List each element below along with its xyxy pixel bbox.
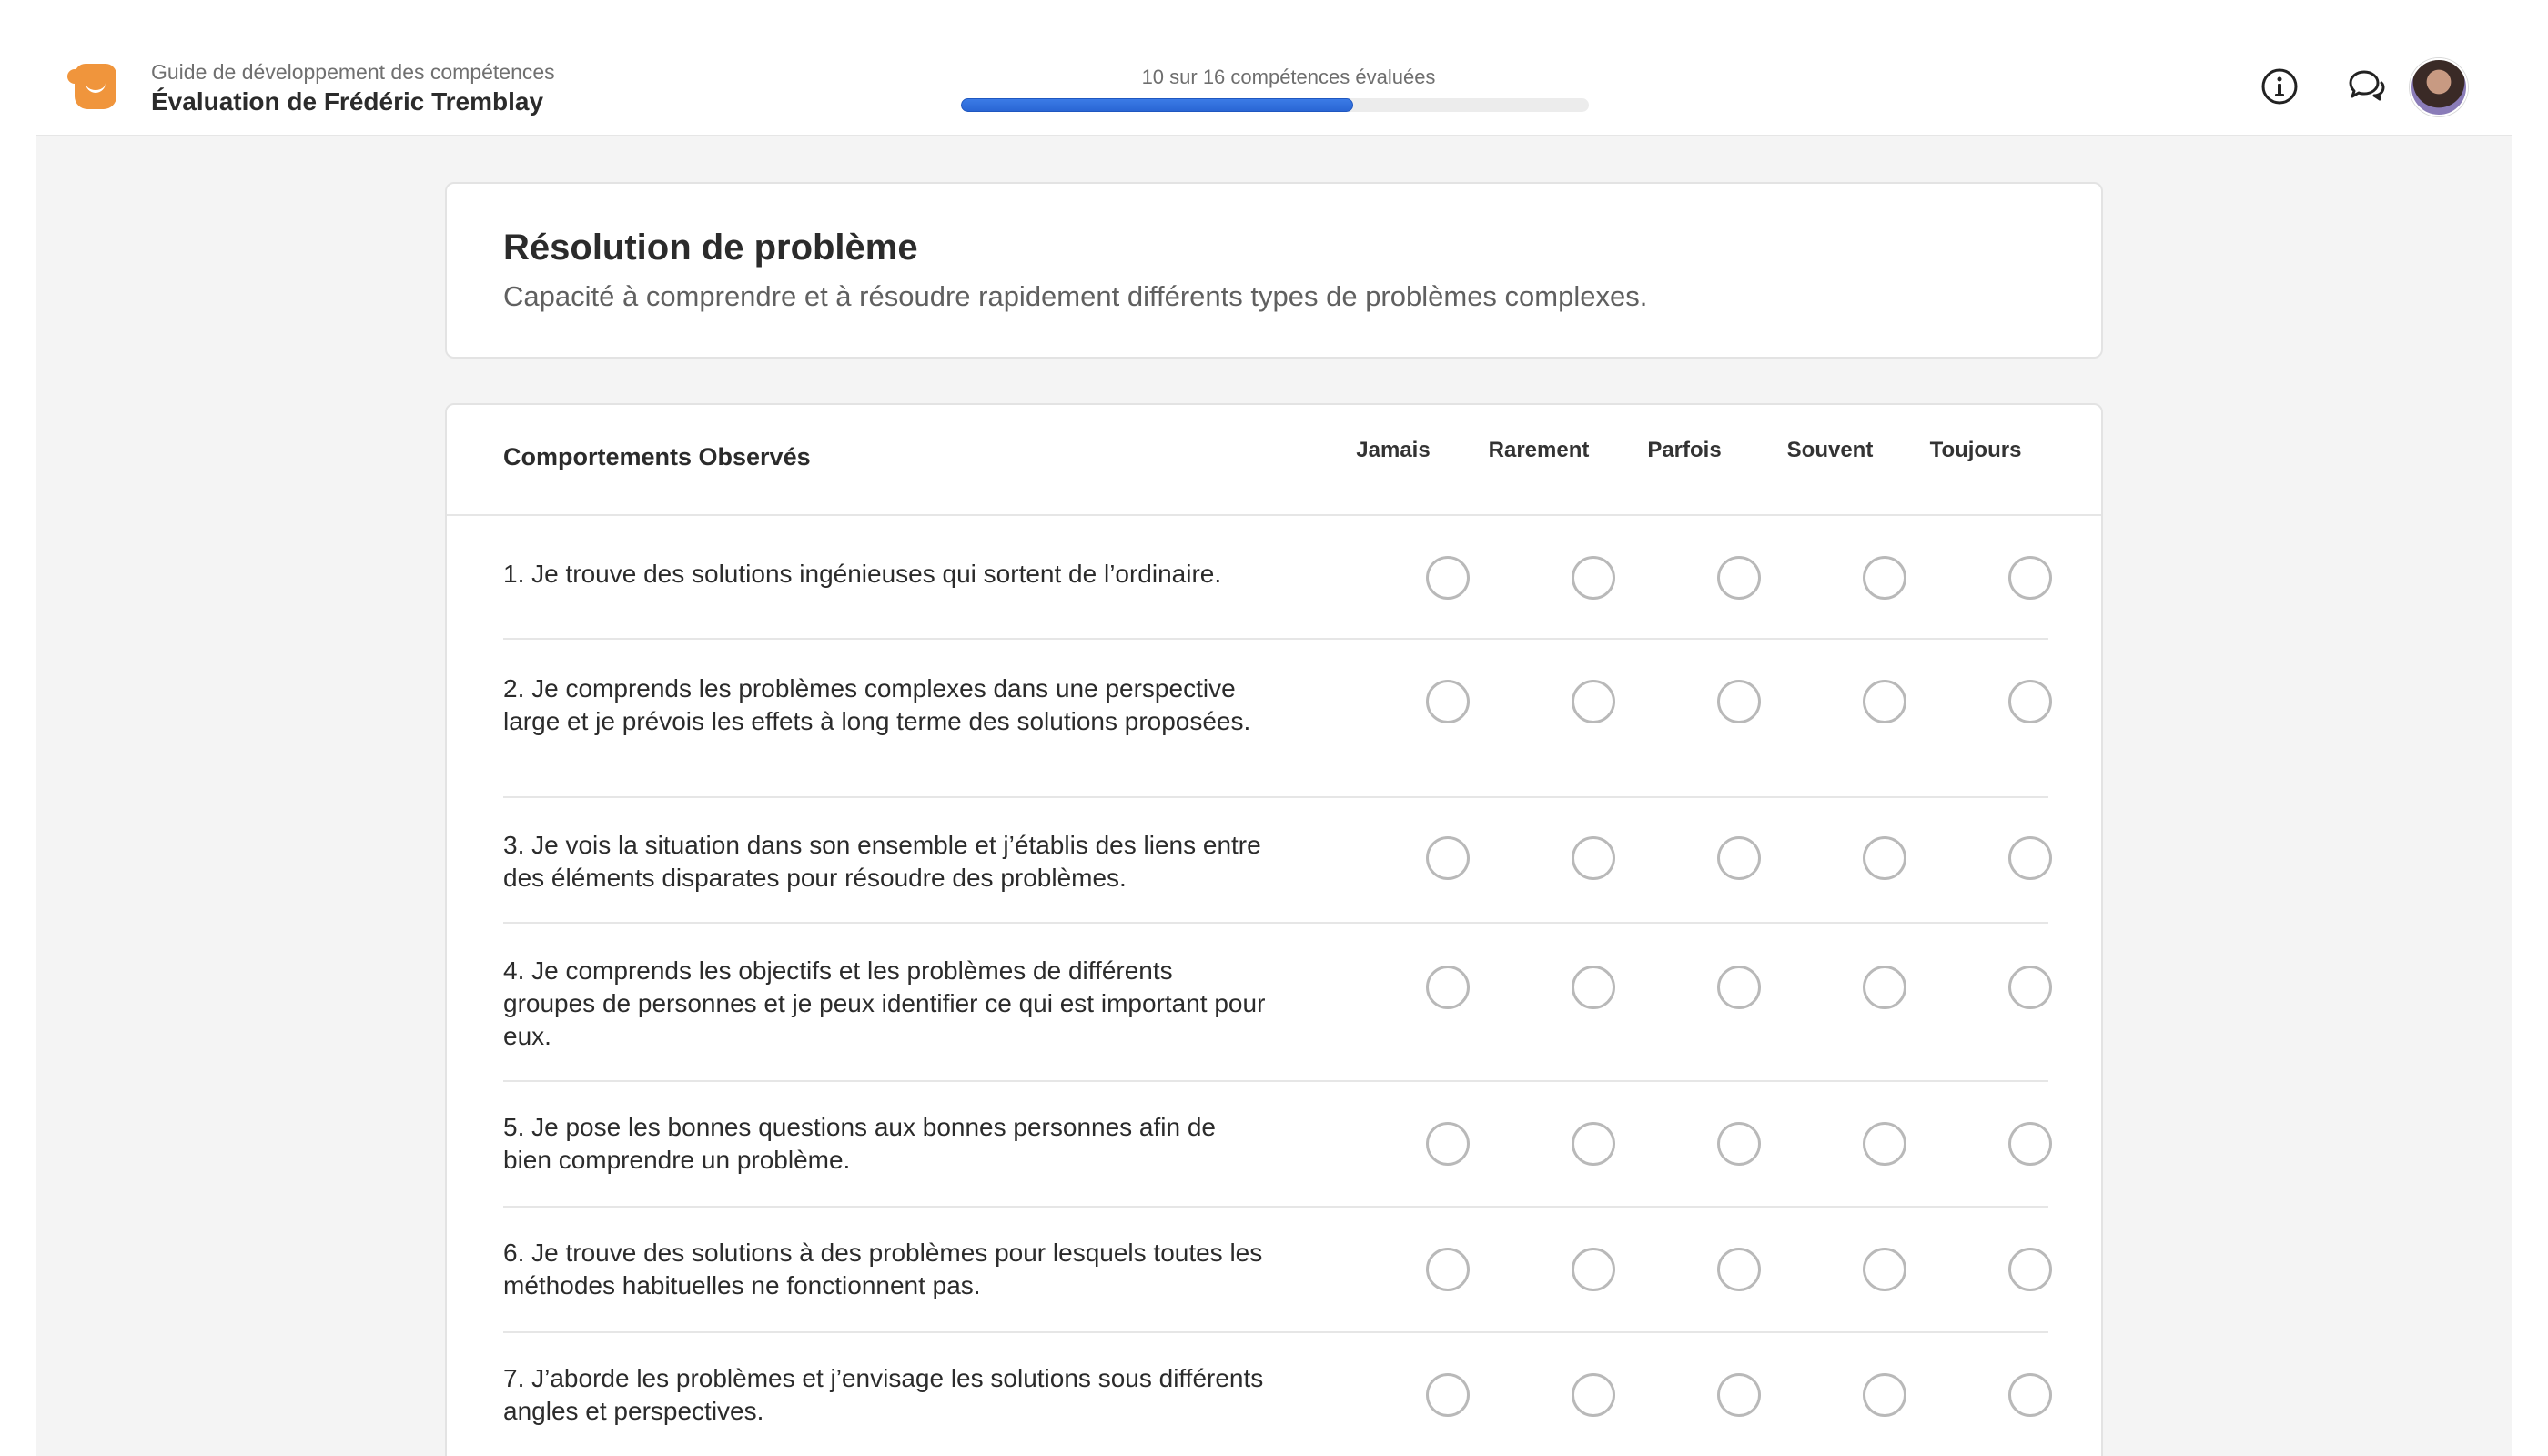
radio-jamais[interactable] bbox=[1426, 1122, 1470, 1166]
behavior-row bbox=[503, 800, 2048, 924]
radio-jamais[interactable] bbox=[1426, 966, 1470, 1009]
behavior-row bbox=[503, 516, 2048, 640]
behaviors-table bbox=[445, 403, 2103, 1456]
radio-souvent[interactable] bbox=[1863, 680, 1906, 723]
progress-bar-fill bbox=[961, 98, 1353, 112]
radio-toujours[interactable] bbox=[2008, 966, 2052, 1009]
behavior-row bbox=[503, 1335, 2048, 1456]
competency-description: Capacité à comprendre et à résoudre rapidement différents types de problèmes complexes. bbox=[503, 280, 1648, 312]
info-button[interactable] bbox=[2259, 66, 2300, 107]
radio-souvent[interactable] bbox=[1863, 836, 1906, 880]
chat-button[interactable] bbox=[2346, 66, 2388, 107]
radio-toujours[interactable] bbox=[2008, 836, 2052, 880]
radio-rarement[interactable] bbox=[1572, 680, 1615, 723]
progress-label: 10 sur 16 compétences évaluées bbox=[1141, 66, 1436, 88]
radio-souvent[interactable] bbox=[1863, 1248, 1906, 1291]
radio-rarement[interactable] bbox=[1572, 1122, 1615, 1166]
radio-toujours[interactable] bbox=[2008, 1122, 2052, 1166]
column-rarement: Rarement bbox=[1488, 438, 1590, 462]
radio-souvent[interactable] bbox=[1863, 966, 1906, 1009]
app-logo[interactable] bbox=[75, 64, 116, 109]
radio-parfois[interactable] bbox=[1717, 966, 1761, 1009]
radio-parfois[interactable] bbox=[1717, 1248, 1761, 1291]
column-parfois: Parfois bbox=[1647, 438, 1722, 462]
radio-rarement[interactable] bbox=[1572, 1373, 1615, 1417]
radio-rarement[interactable] bbox=[1572, 966, 1615, 1009]
column-souvent: Souvent bbox=[1786, 438, 1874, 462]
behavior-text: 4. Je comprends les objectifs et les problèmes de différents groupes de personnes et je peux identifier ce qui est important pour eux. bbox=[503, 956, 1266, 1050]
radio-rarement[interactable] bbox=[1572, 836, 1615, 880]
radio-jamais[interactable] bbox=[1426, 1373, 1470, 1417]
radio-toujours[interactable] bbox=[2008, 556, 2052, 600]
radio-parfois[interactable] bbox=[1717, 836, 1761, 880]
competency-title: Résolution de problème bbox=[503, 228, 918, 268]
radio-rarement[interactable] bbox=[1572, 1248, 1615, 1291]
radio-toujours[interactable] bbox=[2008, 1248, 2052, 1291]
behavior-row bbox=[503, 1209, 2048, 1333]
behavior-text: 5. Je pose les bonnes questions aux bonnes personnes afin de bien comprendre un problème. bbox=[503, 1113, 1217, 1174]
chat-icon bbox=[2347, 68, 2387, 105]
behavior-text: 3. Je vois la situation dans son ensemble et j’établis des liens entre des éléments disparates pour résoudre des problèmes. bbox=[503, 831, 1261, 892]
evaluation-title: Évaluation de Frédéric Tremblay bbox=[151, 87, 544, 116]
app-header bbox=[36, 0, 2512, 136]
guide-subtitle: Guide de développement des compétences bbox=[151, 60, 555, 84]
behaviors-header: Comportements Observés bbox=[503, 443, 811, 470]
behavior-text: 7. J’aborde les problèmes et j’envisage les solutions sous différents angles et perspectives. bbox=[503, 1364, 1264, 1425]
radio-parfois[interactable] bbox=[1717, 1373, 1761, 1417]
column-jamais: Jamais bbox=[1356, 438, 1431, 462]
info-icon bbox=[2260, 67, 2299, 106]
competency-card bbox=[445, 182, 2103, 359]
radio-jamais[interactable] bbox=[1426, 1248, 1470, 1291]
radio-toujours[interactable] bbox=[2008, 1373, 2052, 1417]
radio-jamais[interactable] bbox=[1426, 836, 1470, 880]
radio-souvent[interactable] bbox=[1863, 556, 1906, 600]
column-toujours: Toujours bbox=[1929, 438, 2022, 462]
radio-souvent[interactable] bbox=[1863, 1373, 1906, 1417]
user-avatar[interactable] bbox=[2410, 58, 2468, 116]
radio-toujours[interactable] bbox=[2008, 680, 2052, 723]
behavior-text: 6. Je trouve des solutions à des problèmes pour lesquels toutes les méthodes habituelles ne fonctionnent pas. bbox=[503, 1239, 1263, 1299]
behavior-text: 2. Je comprends les problèmes complexes dans une perspective large et je prévois les effets à long terme des solutions proposées. bbox=[503, 674, 1251, 735]
behavior-row bbox=[503, 642, 2048, 798]
radio-parfois[interactable] bbox=[1717, 556, 1761, 600]
radio-jamais[interactable] bbox=[1426, 556, 1470, 600]
radio-parfois[interactable] bbox=[1717, 680, 1761, 723]
progress-bar bbox=[961, 98, 1589, 112]
radio-rarement[interactable] bbox=[1572, 556, 1615, 600]
radio-souvent[interactable] bbox=[1863, 1122, 1906, 1166]
radio-jamais[interactable] bbox=[1426, 680, 1470, 723]
radio-parfois[interactable] bbox=[1717, 1122, 1761, 1166]
behavior-text: 1. Je trouve des solutions ingénieuses qui sortent de l’ordinaire. bbox=[503, 560, 1222, 588]
behavior-row bbox=[503, 1084, 2048, 1208]
behavior-row bbox=[503, 925, 2048, 1082]
